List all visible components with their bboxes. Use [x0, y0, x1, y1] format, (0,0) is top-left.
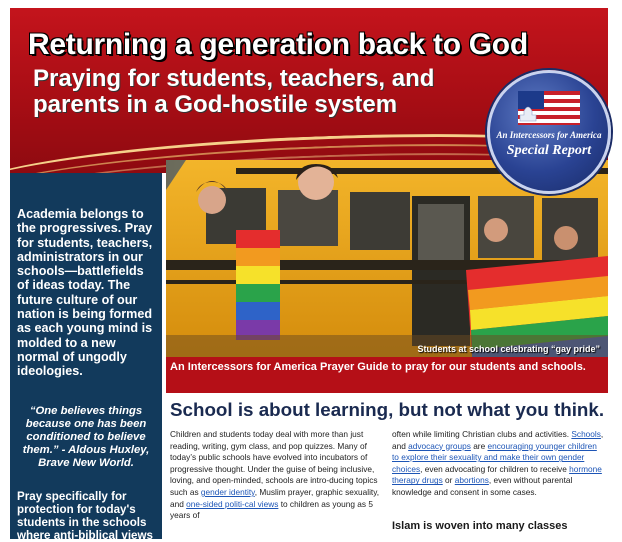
- page-title: Returning a generation back to God: [28, 28, 528, 61]
- page-subtitle: Praying for students, teachers, and parents in a God-hostile system: [33, 65, 435, 118]
- gender-identity-link[interactable]: gender identity: [200, 486, 255, 497]
- advocacy-groups-link[interactable]: advocacy groups: [408, 440, 471, 451]
- section-subhead: Islam is woven into many classes: [392, 520, 568, 532]
- body-text: , even without parental knowledge and consent in some cases.: [392, 475, 573, 497]
- prayer-guide-bar: [166, 357, 608, 393]
- schools-link[interactable]: Schools: [571, 429, 601, 439]
- body-text: , even advocating for children to receive: [420, 463, 570, 474]
- article-headline: School is about learning, but not what you think.: [170, 399, 605, 420]
- body-text: are: [470, 440, 488, 451]
- body-text: , and: [392, 429, 604, 451]
- capitol-flag-icon: [518, 91, 580, 125]
- special-report-seal: [487, 70, 611, 194]
- abortions-link[interactable]: abortions: [454, 475, 489, 486]
- body-text: , Muslim prayer, graphic sexuality, and: [170, 486, 380, 509]
- sidebar-prayer-point: Pray specifically for protection for today's students in the schools where anti-biblical views: [17, 490, 153, 542]
- prayer-guide-text: An Intercessors for America Prayer Guide to pray for our students and schools.: [170, 361, 586, 373]
- article-column-1: [170, 429, 380, 522]
- sidebar-intro: Academia belongs to the progressives. Pray for students, teachers, administrators in our schools—battlefields of ideas today. The future culture of our nation is being formed as each young mind is molded to a new normal of ungodly ideologies.: [17, 207, 153, 379]
- body-text: to children as young as 5 years of: [170, 498, 373, 521]
- seal-text: An Intercessors for America: [496, 130, 602, 140]
- photo-caption: Students at school celebrating “gay pride”: [417, 344, 600, 354]
- sidebar: [10, 173, 162, 542]
- seal-title: Special Report: [506, 143, 592, 158]
- body-text: Children and students today deal with more than just reading, writing, gym class, and pop quizzes. Many of today’s public schools have evolved into incubators of progressive thought. Under the guise of being inclusive, loving, and open-minded, schools are intro-ducing topics such as: [170, 429, 378, 497]
- hormone-therapy-link[interactable]: hormone therapy drugs: [392, 463, 602, 486]
- article-column-2: [392, 429, 606, 499]
- body-text: often while limiting Christian clubs and activities.: [392, 429, 572, 439]
- political-views-link[interactable]: one-sided politi-cal views: [186, 498, 279, 509]
- encouraging-link[interactable]: encouraging younger children to explore their sexuality and make their own gender choices: [392, 440, 597, 474]
- sidebar-quote: “One believes things because one has been conditioned to believe them.” - Aldous Huxley, Brave New World.: [22, 405, 150, 469]
- body-text: or: [442, 475, 455, 486]
